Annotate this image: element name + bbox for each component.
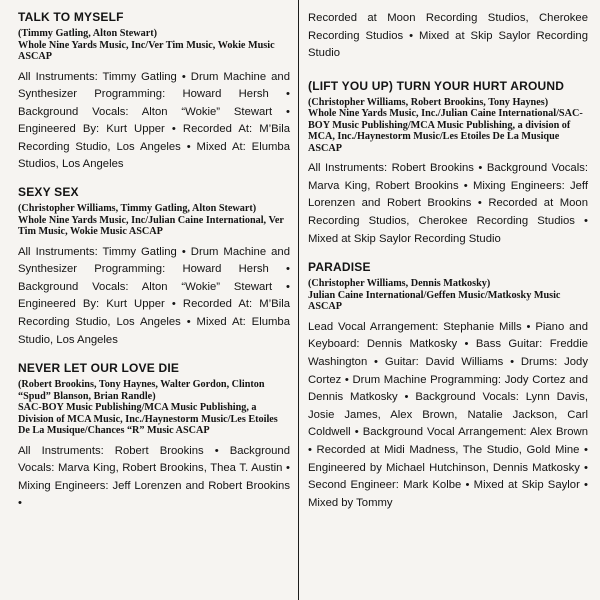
track-title: SEXY SEX [18, 185, 79, 200]
continued-notes: Recorded at Moon Recording Studios, Cherokee Recording Studios • Mixed at Skip Saylor Recording Studio [308, 12, 588, 60]
track-notes: All Instruments: Robert Brookins • Background Vocals: Marva King, Robert Brookins • Mixing Engineers: Jeff Lorenzen and Robert Brookins • Recorded at Moon Recording Studios, Cherokee Recording Studios • Mixed at Skip Saylor Recording Studio [308, 162, 588, 245]
track-notes: All Instruments: Timmy Gatling • Drum Machine and Synthesizer Programming: Howard Hersh • Background Vocals: Alton “Wokie” Stewart • Engineered By: Kurt Upper • Recorded At: M’Bila Recording Studio, Los Angeles • Mixed At: Elumba Studios, Los Angeles [18, 70, 290, 171]
track-notes: All Instruments: Timmy Gatling • Drum Machine and Synthesizer Programming: Howard Hersh • Background Vocals: Alton “Wokie” Stewart • Engineered By: Kurt Upper • Recorded At: M’Bila Recording Studio, Los Angeles • Mixed At: Elumba Studio, Los Angeles [18, 245, 290, 346]
track-writers: (Robert Brookins, Tony Haynes, Walter Gordon, Clinton “Spud” Blanson, Brian Randle) [18, 379, 265, 402]
track-writers: (Christopher Williams, Robert Brookins, Tony Haynes) [308, 96, 549, 108]
right-column [308, 10, 588, 512]
track-sexy-sex [18, 185, 290, 349]
spacer [18, 174, 290, 185]
track-publishers: Julian Caine International/Geffen Music/Matkosky Music ASCAP [308, 289, 561, 313]
track-writers: (Christopher Williams, Timmy Gatling, Alton Stewart) [18, 203, 257, 215]
track-title: NEVER LET OUR LOVE DIE [18, 361, 180, 376]
track-notes: Lead Vocal Arrangement: Stephanie Mills • Piano and Keyboard: Dennis Matkosky • Bass Guitar: Freddie Washington • Guitar: David Williams • Drums: Jody Cortez • Drum Machine Programming: Jody Cortez and Dennis Matkosky • Background Vocals: Lynn Davis, Josie James, Alex Brown, Natalie Jackson, Carl Coldwell • Background Vocal Arrangement: Alex Brown • Recorded at Midi Madness, The Studio, Gold Mine • Engineered by Michael Hutchinson, Dennis Matkosky • Second Engineer: Mark Kolbe • Mixed at Skip Saylor • Mixed by Tommy [308, 320, 588, 509]
track-never-let-our-love-die [18, 361, 290, 513]
track-talk-to-myself [18, 10, 290, 174]
track-publishers: Whole Nine Yards Music, Inc/Ver Tim Music, Wokie Music ASCAP [18, 39, 275, 62]
track-writers: (Christopher Williams, Dennis Matkosky) [308, 278, 491, 290]
track-publishers: Whole Nine Yards Music, Inc./Julian Caine International/SAC-BOY Music Publishing/MCA Music Publishing, a division of MCA, Inc./Haynestorm Music/Les Etoiles De La Musique ASCAP [308, 108, 583, 154]
track-paradise [308, 260, 588, 512]
track-title: (LIFT YOU UP) TURN YOUR HURT AROUND [308, 78, 565, 93]
left-column [18, 10, 290, 513]
track-publishers: Whole Nine Yards Music, Inc/Julian Caine International, Ver Tim Music, Wokie Music ASCAP [18, 214, 284, 238]
spacer [308, 63, 588, 79]
track-publishers: SAC-BOY Music Publishing/MCA Music Publishing, a Division of MCA Music, Inc./Haynestorm Music/Les Etoiles De La Musique/Chances “R” Music ASCAP [18, 402, 278, 437]
spacer [308, 248, 588, 260]
track-title: PARADISE [308, 260, 371, 275]
track-notes: All Instruments: Robert Brookins • Background Vocals: Marva King, Robert Brookins, Thea T. Austin • Mixing Engineers: Jeff Lorenzen and Robert Brookins • [18, 444, 290, 510]
spacer [18, 349, 290, 361]
track-turn-your-hurt-around [308, 79, 588, 248]
column-divider [298, 0, 299, 600]
track-writers: (Timmy Gatling, Alton Stewart) [18, 28, 158, 39]
track-title: TALK TO MYSELF [18, 10, 124, 24]
